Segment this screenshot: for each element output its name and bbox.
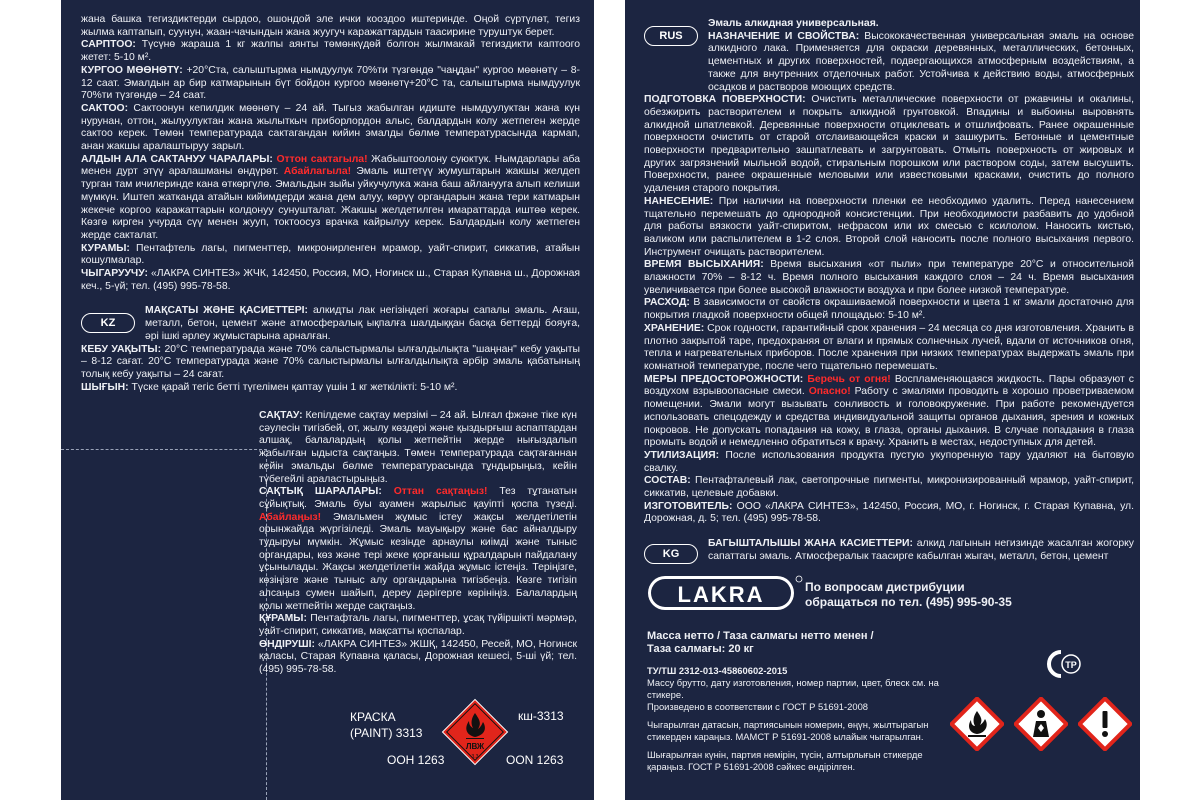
ghs-flame-icon (950, 697, 1004, 751)
right-panel (625, 0, 1140, 800)
flammable-diamond-icon (440, 697, 510, 767)
ghs-health-hazard-icon (1014, 697, 1068, 751)
kz-lower-text (259, 410, 577, 677)
rus-precautions: МЕРЫ ПРЕДОСТОРОЖНОСТИ: Беречь от огня! Воспламеняющаяся жидкость. Пары образуют с воздухом взрывоопасные смеси. Опасно! Работу с эмалями проводить в хорошо проветриваемом помещении. Эмали могут вызывать сонливость и головокружение. При работе рекомендуется использовать спецодежду и средства индивидуальной защиты органов дыхания, зрения и кожных покровов. Не допускать попадания на кожу, в глаза, органы дыхания. В случае попадания в глаза промыть водой и немедленно обратиться к врачу. Хранить в местах, недоступных для детей. (644, 373, 1135, 449)
ky-intro: жана башка тегиздиктерди сырдоо, ошондой эле ички коoздоо иштеринде. Оңой сүртүлөт, тегиз жылма каптапып, суунун, жаан-чачындын жана жуугуч каражаттардын таасирине туруштук берет. (81, 14, 580, 38)
rus-manufacturer: ИЗГОТОВИТЕЛЬ: ООО «ЛАКРА СИНТЕЗ», 142450, Россия, МО, г. Ногинск, г. Старая Купавна, ул. Дорожная, д. 5; тел. (495) 995-78-58. (644, 500, 1134, 525)
ky-sarptoo: САРПТОО: Түсүнө жараша 1 кг жалпы аянты төмөнкүдөй болгон жылмакай тегиздикти каптоого жетет: 5-10 м². (81, 39, 580, 64)
ky-manufacturer: ЧЫГАРУУЧУ: «ЛАКРА СИНТЕЗ» ЖЧК, 142450, Россия, МО, Ногинск ш., Старая Купавна ш., Дорожная кеч., 5-үй; тел. (495) 995-78-58. (81, 268, 580, 292)
kg-badge: KG (644, 544, 698, 564)
rus-badge: RUS (644, 26, 698, 46)
rus-drying: ВРЕМЯ ВЫСЫХАНИЯ: Время высыхания «от пыли» при температуре 20°С и относительной влажности 70% – 8-12 ч. Время полного высыхания каждого слоя – 24 ч. Время высыхания увеличивается при более высокой влажности воздуха и при более низкой температуре. (644, 259, 1134, 296)
ky-composition: КУРАМЫ: Пентафтель лагы, пигменттер, микронирленген мрамор, уайт-спирит, сиккатив, атайын кошулмалар. (81, 242, 581, 267)
kz-badge: KZ (81, 313, 135, 333)
regulatory-notes (647, 665, 947, 773)
diamond-class: 3.3 (471, 754, 479, 760)
kz-composition: ҚҰРАМЫ: Пентафталь лагы, пигменттер, ұсақ түйіршікті мәрмәр, уайт-спирит, сиккатив, мақсатты қоспалар. (259, 613, 577, 637)
diamond-label: ЛВЖ (465, 742, 485, 751)
rus-composition: СОСТАВ: Пентафталевый лак, светопрочные пигменты, микронизированный мрамор, уайт-спирит, сиккатив, целевые добавки. (644, 475, 1135, 500)
rus-disposal: УТИЛИЗАЦИЯ: После использования продукта пустую укупоренную тару удаляют на бытовую свалку. (644, 449, 1134, 474)
kg-section (644, 538, 1134, 564)
ghs-exclamation-icon (1078, 697, 1132, 751)
transport-block (350, 697, 590, 787)
rus-consumption: РАСХОД: В зависимости от свойств окрашиваемой поверхности и цвета 1 кг эмали достаточно для покрытия гладкой поверхности общей площадью: 5-10 м². (644, 297, 1135, 322)
ky-saktoo: САКТОО: Сактоонун кепилдик мөөнөтү – 24 ай. Тыгыз жабылган идиште нымдуулуктан жана күн нурунан, оттон, жылуулуктан жана жылыткыч приборлордон алыс, балдардын колу жетпеген жерде сактоо керек. Төмөн температурада сактагандан кийин эмалды бөлмө температурасында кармап, анан жакшы аралаштыруу зарыл. (81, 102, 581, 153)
tu-code: ТУ/ТШ 2312-013-45860602-2015 (647, 665, 788, 676)
ky-kurgoo: КУРГОО МӨӨНӨТҮ: +20°Cта, салыштырма нымдуулук 70%ти түзгөндө "чаңдан" кургоо мөөнөтү – 8-12 саат. Эмалдын ар бир катмарынын бүт бойдон кургоо мөөнөтү+20°C та, салыштырма нымдуулук 70%ти түзгөндө – 24 саат. (81, 64, 580, 102)
ghs-icons (950, 697, 1132, 751)
kraska-label: КРАСКА (350, 710, 396, 724)
kz-precautions: САҚТЫҚ ШАРАЛАРЫ: Оттан сақтаңыз! Тез тұтанатын сұйықтық. Эмаль буы ауамен жарылыс қауіпті қоспа түзеді. Абайлаңыз! Эмальмен жұмыс істеу жақсы желдетілетін орынжайда жүргізіледі. Эмаль мауықыру және бас айналдыру тудыруы мүмкін. Жұмыс кезінде арнаулы киімді және тыныс органдары, көз және тері жеке қорғаныш құралдарын пайдалану ұсынылады. Жақсы желдетілетін жайда жұмыс істеңіз. Теріңізге, көзіңізге және тыныс алу органдарына тигізбеңіз. Көзге тигізіп алсаңыз сумен шайып, дереу дәрігерге көрініңіз. Балалардың қолы жетпейтін жерде сақтаңыз. (259, 486, 577, 612)
lakra-logo-icon (647, 573, 805, 617)
kz-section (81, 305, 580, 343)
note-ru-1: Массу брутто, дату изготовления, номер партии, цвет, блеск см. на стикере. (647, 677, 939, 700)
rus-preparation: ПОДГОТОВКА ПОВЕРХНОСТИ: Очистить металлические поверхности от ржавчины и окалины, обезжирить растворителем и покрыть алкидной грунтовкой. Впадины и выбоины выровнять алкидной шпатлевкой. Деревянные поверхности отциклевать и отшлифовать. Ранее окрашенные поверхности очистить от старой отслаивающейся краски и зашкурить. Бетонные и цементные поверхности предварительно зашпатлевать и загрунтовать. Отмыть поверхность от жировых и других загрязнений мыльной водой, стиральным порошком или раствором соды, затем высушить. Поверхности, ранее окрашенные меловыми или известковыми красками, очистить до полного удаления старого покрытия. (644, 94, 1134, 195)
paint-label: (PAINT) 3313 (350, 726, 423, 740)
kz-storage: САҚТАУ: Кепілдеме сақтау мерзімі – 24 ай. Ылғал фжәне тіке күн сәулесін тигізбей, от, жылу көздері және қыздырғыш аспаптардан алшақ, балалардың қолы жетпейтін жерде нығыздалып жабылған ыдыста сақтаңыз. Төмен температурада сақтағаннан кейін эмальды бөлме температурасында тұндырыңыз, кейін түбегейлі араластырыңыз. (259, 410, 578, 485)
kash-label: кш-3313 (518, 709, 564, 723)
lakra-logo-text: LAKRA (677, 582, 765, 607)
rus-storage: ХРАНЕНИЕ: Срок годности, гарантийный срок хранения – 24 месяца со дня изготовления. Хранить в плотно закрытой таре, предохраняя от влаги и прямых солнечных лучей, вдали от источников огня, тепла и нагревательных приборов. После хранения при низких температурах выдержать эмаль при комнатной температуре, после чего тщательно перемешать. (644, 322, 1134, 372)
note-kg: Чыгарылган датасын, партиясынын номерин, өңүн, жылтырагын стикерден караңыз. МАМСТ Р 51691-2008 ылайык чыгарылган. (647, 719, 929, 742)
oon-right: OON 1263 (506, 753, 564, 767)
kz-drying: КЕБУ УАҚЫТЫ: 20°С температурада және 70% салыстырмалы ылғалдылықта "шаңнан" кебу уақыты – 8-12 сағат. 20°С температурада және 70% салыстырмалы ылғалдылықта әрбір эмаль қабатының толық кебу уақыты – 24 сағат. (81, 343, 581, 380)
kg-purpose: БАГЫШТАЛЫШЫ ЖАНА КАСИЕТТЕРИ: алкид лагынын негизинде жасалган жогорку сапаттагы эмаль. Атмосфералык таасирге кабылган жыгач, металл, бетон, цемент (708, 538, 1134, 562)
rus-section-head (644, 18, 1134, 94)
dashed-cutout (61, 449, 267, 800)
rus-title: Эмаль алкидная универсальная. (708, 18, 879, 29)
mass-line-2: Таза салмағы: 20 кг (647, 643, 754, 655)
dist-line-1: По вопросам дистрибуции (805, 580, 965, 594)
transport-left (350, 709, 422, 741)
tr-conformity-icon (1041, 646, 1089, 682)
rus-application: НАНЕСЕНИЕ: При наличии на поверхности пленки ее необходимо удалить. Перед нанесением тщательно перемешать до однородной консистенции. При необходимости разбавить до удобной для работы вязкости уайт-спиритом, нефрасом или их смесью с ксилолом. Наносить кистью, валиком или распылителем в 1-2 слоя. Второй слой наносить после полного высыхания первого. Инструмент очищать растворителем. (644, 195, 1135, 258)
mass-line-1: Масса нетто / Таза салмагы нетто менен / (647, 630, 874, 642)
net-mass (647, 630, 874, 656)
dist-line-2: обращаться по тел. (495) 995-90-35 (805, 595, 1012, 609)
kz-purpose: МАҚСАТЫ ЖӘНЕ ҚАСИЕТТЕРІ: алкидты лак негізіндегі жоғары сапалы эмаль. Ағаш, металл, бетон, цемент және атмосфералық ықпалға шалдыққан басқа беттерді бояуға, әрі ішкі әрлеу жұмыстарына арналған. (145, 305, 580, 342)
note-kz: Шығарылған күнін, партия нөмірін, түсін, алтырлығын стикерде қараңыз. ГОСТ Р 51691-2008 сәйкес өндірілген. (647, 749, 923, 772)
tr-text: ТР (1065, 660, 1077, 670)
oon-left: ООН 1263 (387, 753, 445, 767)
ky-precautions: АЛДЫН АЛА САКТАНУУ ЧАРАЛАРЫ: Оттон сактагыла! Жабыштоолону суюктук. Нымдарлары аба менен дурт этүү аралашманы өндүрөт. Абайлагыла! Эмаль иштетүү жумуштарын жакшы желдеп турган там ичилеринде кана өткөргүлө. Эмальдын зыйы уйкучулука жана баш айланууга алып келиши мүмкүн. Иштеп жатканда атайын кийимдерди жана дем алуу, көрүү органдарын жана тери катмарын жекече коргоо каражаттарын колдонуу сунушталат. Жакшы желдетилген имараттарда иштөө керек. Көзгө кирген учурда сүү менен жууп, токтоосуз врачка кайрылуу керек. Балдардын колу жетпеген жерде сакталат. (81, 153, 581, 241)
distribution-contact (805, 580, 1012, 610)
kz-consumption: ШЫҒЫН: Түске қарай тегіс бетті түгелімен қаптау үшін 1 кг жеткілікті: 5-10 м². (81, 381, 458, 393)
note-ru-2: Произведено в соответствии с ГОСТ Р 51691-2008 (647, 701, 868, 712)
rus-purpose: НАЗНАЧЕНИЕ И СВОЙСТВА: Высококачественная универсальная эмаль на основе алкидного лака. Применяется для окраски деревянных, металлических, бетонных, цементных и других поверхностей, подвергающихся атмосферным воздействиям, а также для внутренних отделочных работ. Устойчива к действию воды, атмосферных осадков и растворов моющих средств. (708, 30, 1135, 93)
kz-manufacturer: ӨНДІРУШІ: «ЛАКРА СИНТЕЗ» ЖШҚ, 142450, Ресей, МО, Ногинск қаласы, Старая Купавна қаласы, Дорожная кешесі, 5-ші үй; тел. (495) 995-78-58. (259, 638, 577, 676)
